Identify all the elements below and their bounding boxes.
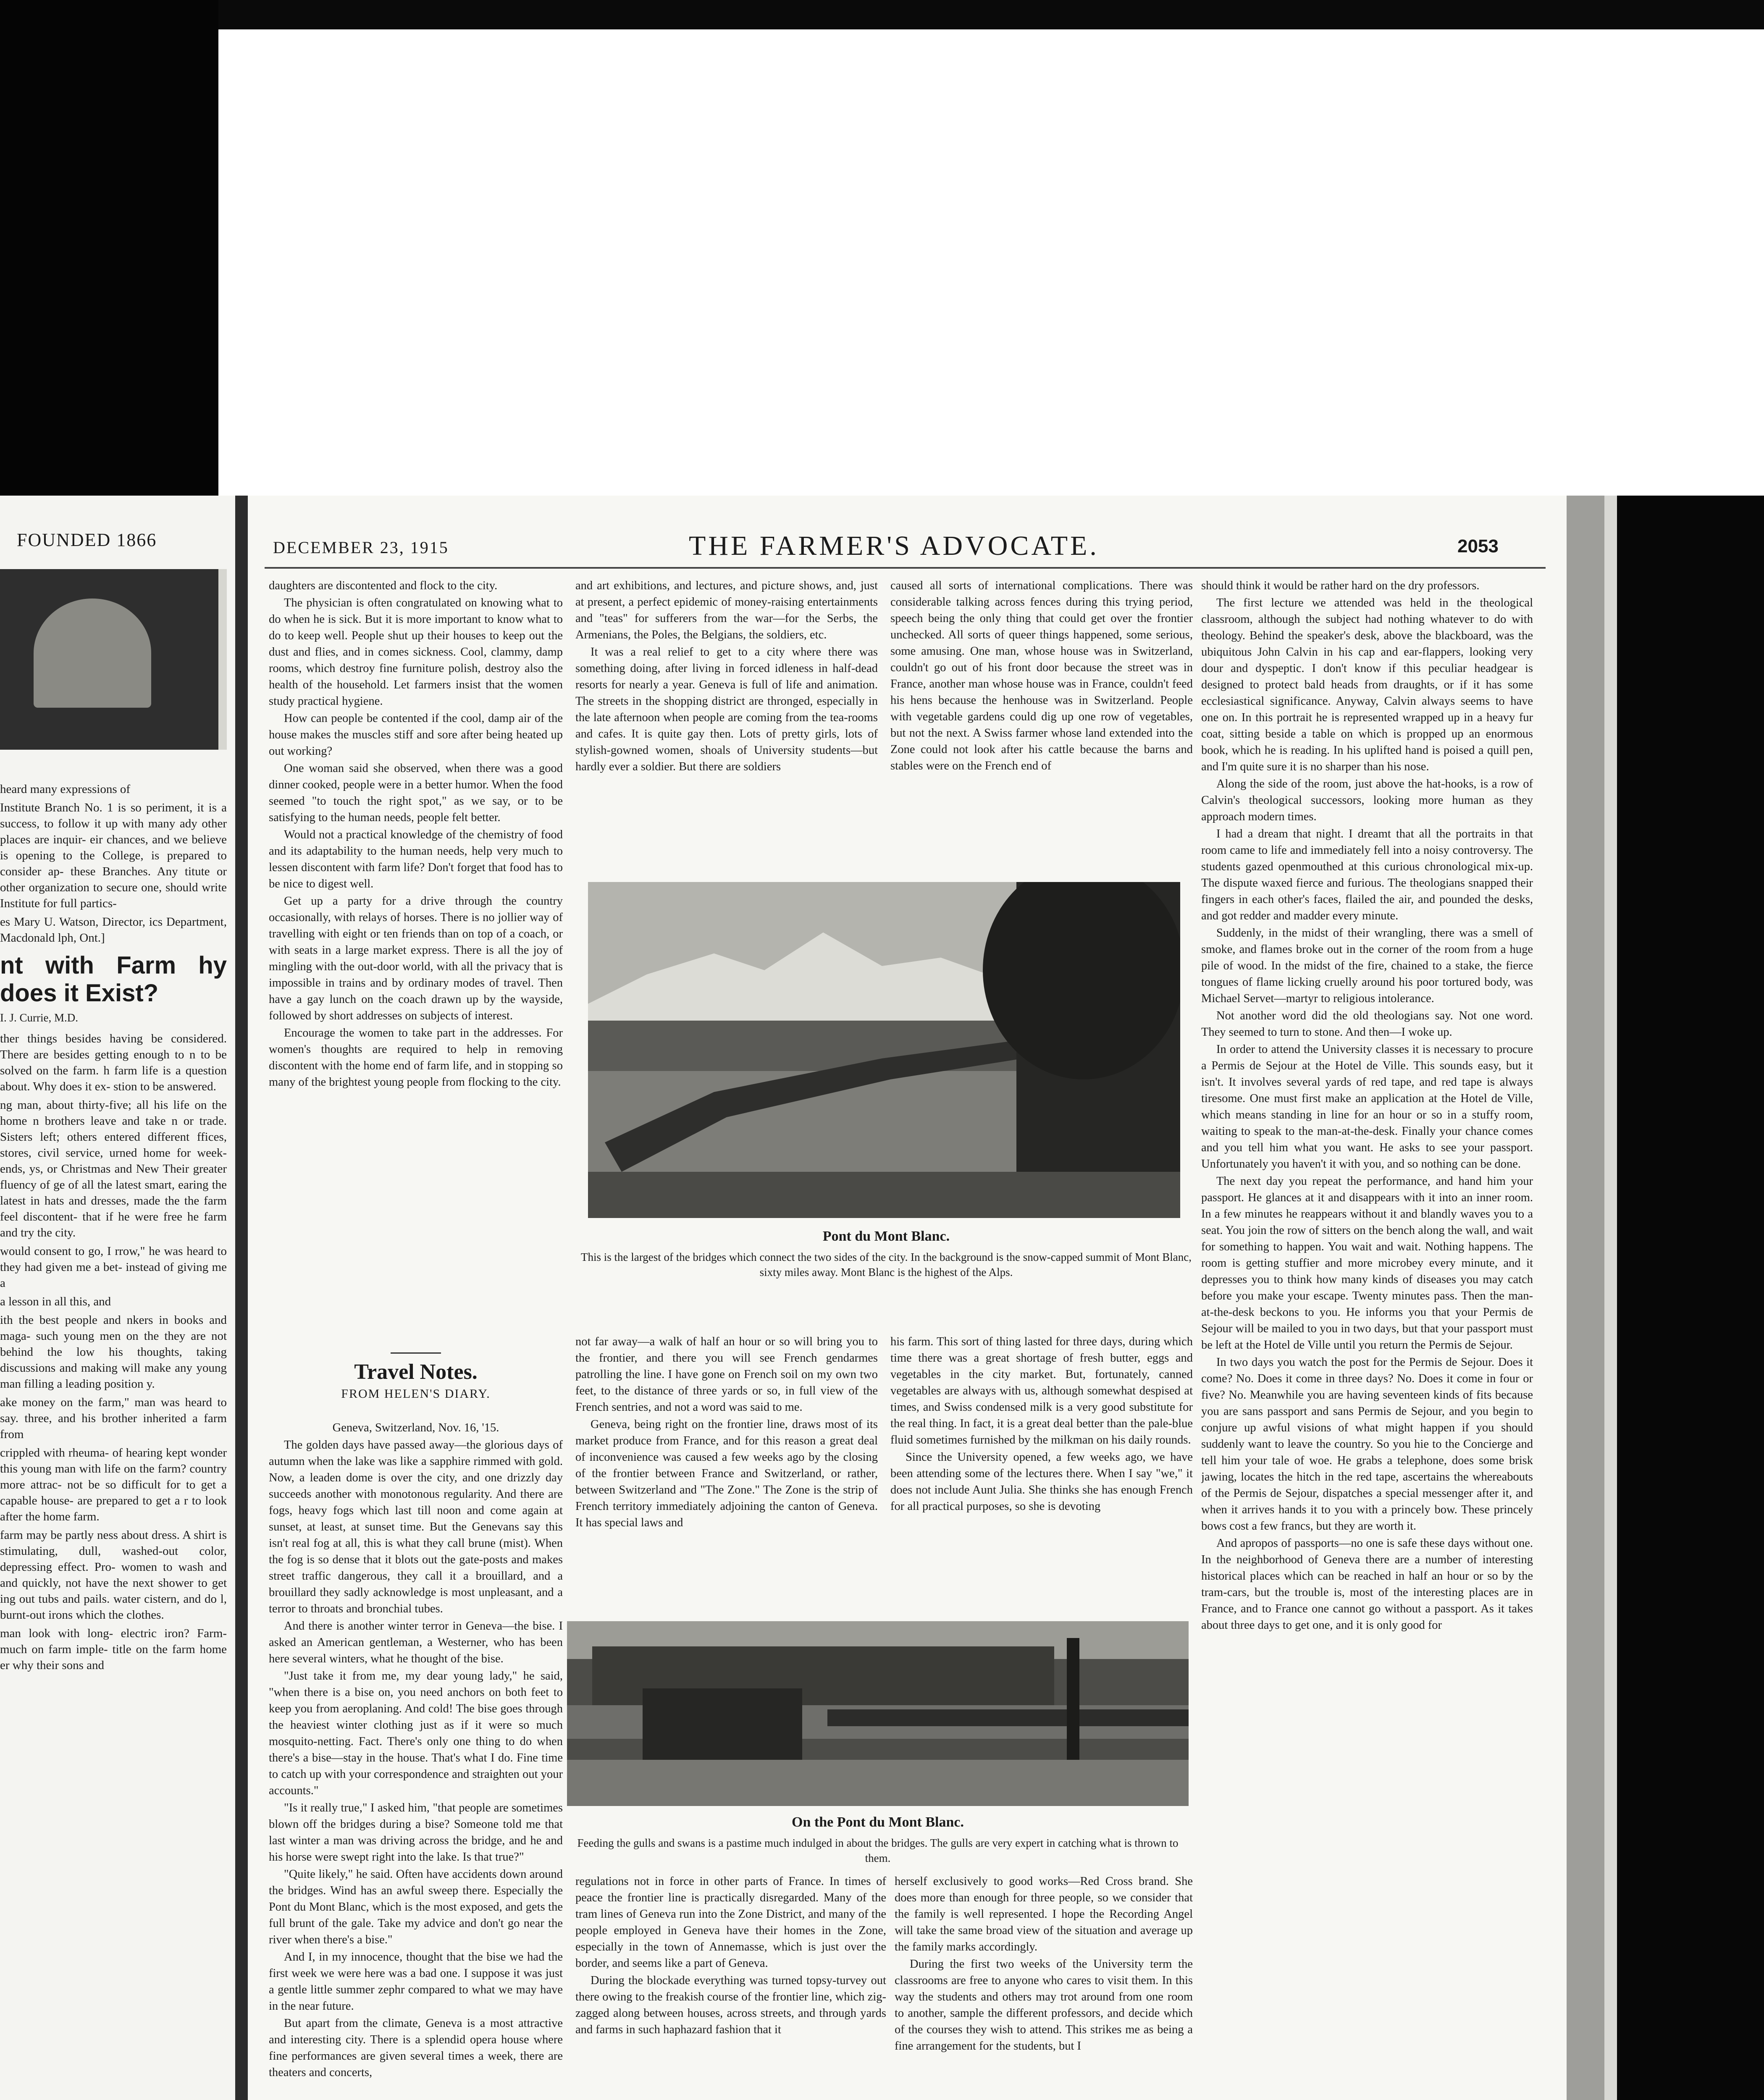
facing-article-byline: I. J. Currie, M.D. <box>0 1011 78 1024</box>
photo-caption-title: Pont du Mont Blanc. <box>822 1228 950 1244</box>
paragraph: should think it would be rather hard on the dry professors. <box>1201 579 1480 592</box>
travel-notes-heading <box>269 1352 563 1401</box>
paragraph: Get up a party for a drive through the country occasionally, with relays of horses. There is no jollier way of travelling with eight or ten friends than on top of a coach, or with seats in a large market express. There is all the joy of mingling with the out-door world, with all the privacy that is impossible in trains and by ordinary modes of travel. Then have a gay lunch on the coach drawn up by the wayside, followed by short addresses on subjects of interest. <box>269 895 563 1022</box>
paragraph: How can people be contented if the cool, damp air of the house makes the muscles stiff and sore after being heated up out working? <box>269 712 563 758</box>
paragraph: The next day you repeat the performance, and hand him your passport. He glances at it and disappears with it into an inner room. In a few minutes he reappears without it and blandly waves you to a seat. You join the row of sitters on the bench along the wall, and wait for something to happen. You wait and wait. Nothing happens. The room is getting stuffier and more microbey every minute, and it depresses you to think how many kinds of diseases you may catch before you make your escape. Twenty minutes pass. Then the man-at-the-desk beckons to you. He informs you that your Permis de Sejour will be mailed to you in two days, but that your passport must be left at the Hotel de Ville until you return the Permis de Sejour. <box>1201 1175 1533 1352</box>
column-1-top <box>269 578 563 1413</box>
paragraph: herself exclusively to good works—Red Cross brand. She does more than enough for three people, so we consider that the family is well represented. I hope the Recording Angel will take the same broad view of the situation and average up the family marks accordingly. <box>895 1875 1193 1953</box>
facing-article-heading: nt with Farm hy does it Exist? <box>0 952 227 1007</box>
issue-date: DECEMBER 23, 1915 <box>273 538 449 557</box>
column-4 <box>1201 578 1533 2100</box>
column-3-bottom <box>895 1873 1193 2100</box>
paragraph: his farm. This sort of thing lasted for three days, during which time there was a great shortage of fresh butter, eggs and vegetables in the city market. But, fortunately, canned vegetables are always with us, although somewhat despised at times, and Swiss condensed milk is a very good substitute for the real thing. In fact, it is a great deal better than the pale-blue fluid sometimes furnished by the milkman on his daily rounds. <box>890 1335 1193 1446</box>
paragraph: not far away—a walk of half an hour or so will bring you to the frontier, and there you will see French gendarmes patrolling the line. I have gone on French soil on my own two feet, to the distance of three yards or so, in full view of the French sentries, and not a word was said to me. <box>575 1335 878 1414</box>
paragraph: "Quite likely," he said. Often have accidents down around the bridges. Wind has an awful sweep there. Especially the Pont du Mont Blanc, which is the most exposed, and gets the full brunt of the gale. Take my advice and don't go near the river when there's a bise." <box>269 1868 563 1946</box>
facing-page-column <box>0 781 227 1676</box>
facing-paragraph: ther things besides having be considered. There are besides getting enough to n to be solved on the farm. h farm life is a question about. Why does it ex- stion to be answered. <box>0 1032 227 1093</box>
paragraph: And apropos of passports—no one is safe these days without one. In the neighborhood of Geneva there are a number of interesting historical places which can be reached in half an hour or so by the tram-cars, but the trouble is, most of the interesting places are in France, and to France one cannot go without a passport. As it takes about three days to get one, and it is only good for <box>1201 1537 1533 1632</box>
facing-paragraph: es Mary U. Watson, Director, ics Department, Macdonald lph, Ont.] <box>0 915 227 945</box>
facing-paragraph: would consent to go, I rrow," he was heard to they had given me a bet- instead of giving me a <box>0 1244 227 1290</box>
facing-page <box>0 496 235 2100</box>
photo-caption: Feeding the gulls and swans is a pastime much indulged in about the bridges. The gulls are very expert in catching what is thrown to them. <box>577 1837 1179 1864</box>
article-title: Travel Notes. <box>354 1360 478 1384</box>
facing-page-running-head: FOUNDED 1866 <box>17 530 157 550</box>
page-edge-shadow <box>1567 496 1604 2100</box>
column-3-top <box>890 578 1193 863</box>
facing-paragraph: heard many expressions of <box>0 782 131 796</box>
facing-paragraph: ake money on the farm," man was heard to say. three, and his brother inherited a farm from <box>0 1396 227 1441</box>
facing-paragraph: Institute Branch No. 1 is so periment, it is a success, to follow it up with many ady other places are inquir- eir chances, and we believe is opening to the College, is prepared to consider ap- these Branches. Any titute or other organization to secure one, should write Institute for full partics- <box>0 801 227 910</box>
paragraph: One woman said she observed, when there was a good dinner cooked, people were in a better humor. When the food seemed "to touch the right spot," as we say, or to be satisfying to the human needs, people felt better. <box>269 762 563 824</box>
paragraph: And I, in my innocence, thought that the bise we had the first week we were here was a bad one. I suppose it was just a gentle little summer zephr compared to what we may have in the near future. <box>269 1950 563 2013</box>
article-subtitle: FROM HELEN'S DIARY. <box>341 1387 491 1401</box>
column-2-bottom <box>575 1873 886 2100</box>
paragraph: It was a real relief to get to a city where there was something doing, after living in forced idleness in half-dead resorts for nearly a year. Geneva is full of life and animation. The streets in the shopping district are thronged, especially in the late afternoon when people are coming from the tea-rooms and cafes. It is quite gay then. Lots of pretty girls, lots of stylish-gowned women, shoals of University students—but hardly ever a soldier. But there are soldiers <box>575 646 878 773</box>
paragraph: "Is it really true," I asked him, "that people are sometimes blown off the bridges during a bise? Someone told me that last winter a man was driving across the bridge, and he and his horse were swept right into the lake. Is that true?" <box>269 1801 563 1864</box>
paragraph: regulations not in force in other parts of France. In times of peace the frontier line is practically disregarded. Many of the tram lines of Geneva run into the Zone District, and many of the people employed in Geneva have their homes in the Zone, especially in the town of Annemasse, which is just over the border, and seems like a part of Geneva. <box>575 1875 886 1970</box>
column-2-middle <box>575 1334 878 1602</box>
paragraph: Would not a practical knowledge of the chemistry of food and its adaptability to the human needs, help very much to lessen discontent with farm life? Don't forget that food has to be nice to digest well. <box>269 828 563 890</box>
pont-du-mont-blanc-photo <box>588 882 1180 1218</box>
facing-paragraph: crippled with rheuma- of hearing kept wonder this young man with life on the farm? country more attrac- not be so difficult for to get a capable house- are prepared to get a r to look after the home farm. <box>0 1446 227 1523</box>
paragraph: Suddenly, in the midst of their wrangling, there was a smell of smoke, and flames broke out in the corner of the room from a huge pile of wood. In the midst of the fire, chained to a stake, the fierce tongues of flame licking cruelly around his poor tortured body, was Michael Servet—martyr to religious intolerance. <box>1201 927 1533 1005</box>
paragraph: Encourage the women to take part in the addresses. For women's thoughts are required to help in removing discontent with the home end of farm life, and in stopping so many of the brightest young people from flocking to the city. <box>269 1026 563 1089</box>
masthead-title: THE FARMER'S ADVOCATE. <box>689 530 1099 561</box>
newspaper-page <box>248 496 1567 2100</box>
paragraph: and art exhibitions, and lectures, and picture shows, and, just at present, a perfect epidemic of money-raising entertainments and "teas" for sufferers from the war—for the Serbs, the Armenians, the Poles, the Belgians, the soldiers, etc. <box>575 579 878 641</box>
column-3-middle <box>890 1334 1193 1602</box>
film-edge-strip <box>0 0 1764 29</box>
paragraph: Along the side of the room, just above the hat-hooks, is a row of Calvin's theological successors, looking more human as they approach modern times. <box>1201 777 1533 823</box>
heading-rule <box>391 1352 441 1354</box>
paragraph: I had a dream that night. I dreamt that all the portraits in that room came to life and immediately fell into a noisy controversy. The students gazed openmouthed at this curious chronological mix-up. The dispute waxed fierce and furious. The theologians snapped their fingers in each other's faces, flailed the air, and pounded the desks, and got redder and madder every minute. <box>1201 827 1533 922</box>
paragraph: In two days you watch the post for the Permis de Sejour. Does it come? No. Does it come in three days? No. Does it come in four or five? No. Meanwhile you are having seventeen kinds of fits because you are sans passport and sans Permis de Sejour, and you begin to conjure up awful visions of what might happen if you should suddenly want to leave the country. So you hie to the Concierge and tell him your tale of woe. He grabs a telephone, does some brisk jawing, locates the hitch in the red tape, ascertains the whereabouts of the Permis de Sejour, dispatches a special messenger after it, and when it arrives hands it to you with a princely bow. These princely bows cost a few francs, but they are worth it. <box>1201 1356 1533 1533</box>
facing-paragraph: ng man, about thirty-five; all his life on the home n brothers leave and take n or trade. Sisters left; others entered different ffices, stores, civil service, urned home for week-ends, ys, or Christmas and New Their greater fluency of ge of all the latest smart, earing the latest in hats and dresses, made the the farm feel discontent- that if he were free he farm and try the city. <box>0 1098 227 1239</box>
column-2-top <box>575 578 878 863</box>
paragraph: The golden days have passed away—the glorious days of autumn when the lake was like a sapphire rimmed with gold. Now, a leaden dome is over the city, and one drizzly day succeeds another with monotonous regularity. And there are fogs, heavy fogs which last till noon and come again at sunset, at least, at sunset time. But the Genevans say this isn't real fog at all, this is what they call brune (mist). When the fog is so dense that it blots out the gate-posts and makes street traffic dangerous, they call it a brouillard, and a brouillard they sadly acknowledge is most unpleasant, and a terror to throats and bronchial tubes. <box>269 1438 563 1615</box>
photo-caption: This is the largest of the bridges which connect the two sides of the city. In the background is the snow-capped summit of Mont Blanc, sixty miles away. Mont Blanc is the highest of the Alps. <box>581 1251 1192 1278</box>
paragraph: "Just take it from me, my dear young lady," he said, "when there is a bise on, you need anchors on both feet to keep you from aeroplaning. And cold! The bise goes through the heaviest winter clothing just as if it were so much mosquito-netting. Fact. There's only one thing to do when there's a bise—stay in the house. That's what I do. Fine time to catch up with your correspondence and straighten out your accounts." <box>269 1670 563 1797</box>
page-number: 2053 <box>1457 536 1499 556</box>
gulls-on-bridge-photo <box>567 1621 1189 1806</box>
fireplace-engraving <box>0 569 227 750</box>
header-rule <box>265 567 1546 569</box>
paragraph: But apart from the climate, Geneva is a most attractive and interesting city. There is a splendid opera house where fine performances are given several times a week, there are theaters and concerts, <box>269 2017 563 2079</box>
facing-paragraph: a lesson in all this, and <box>0 1295 111 1308</box>
book-gutter <box>235 496 248 2100</box>
paragraph: The first lecture we attended was held in the theological classroom, although the subject had nothing whatever to do with theology. Behind the speaker's desk, above the blackboard, was the ubiquitous John Calvin in his cap and ear-flappers, looking very dour and dyspeptic. I don't know if this peculiar headgear is designed to protect bald heads from draughts, or if it has some ecclesiastical significance. Anyway, Calvin always seems to have one on. In this portrait he is represented wrapped up in a heavy fur coat, sitting beside a table on which is propped up an enormous book, which he is reading. In his uplifted hand is poised a quill pen, and I'm quite sure it is no sharper than his nose. <box>1201 596 1533 773</box>
microfilm-top-margin <box>0 0 1764 496</box>
paragraph: Since the University opened, a few weeks ago, we have been attending some of the lectures there. When I say "we," it does not include Aunt Julia. She thinks she has enough French for all practical purposes, so she is devoting <box>890 1451 1193 1513</box>
facing-paragraph: farm may be partly ness about dress. A shirt is stimulating, dull, washed-out color, depressing effect. Pro- women to wash and and quickly, not have the next shower to get ing out tubs and pails. water cistern, and do l, burnt-out irons which the clothes. <box>0 1528 227 1622</box>
facing-paragraph: man look with long- electric iron? Farm- much on farm imple- title on the farm home er why their sons and <box>0 1627 227 1672</box>
paragraph: In order to attend the University classes it is necessary to procure a Permis de Sejour at the Hotel de Ville. This sounds easy, but it isn't. It involves several yards of red tape, and red tape is always tiresome. One must first make an application at the Hotel de Ville, which means standing in line for an hour or so in a stuffy room, waiting to speak to the man-at-the-desk. Finally your chance comes and you tell him what you want. He asks to see your passport. Unfortunately you haven't it with you, and so nothing can be done. <box>1201 1043 1533 1171</box>
paragraph: Not another word did the old theologians say. Not one word. They seemed to turn to stone. And then—I woke up. <box>1201 1009 1533 1039</box>
page-edge <box>1604 496 1617 2100</box>
paragraph: During the first two weeks of the University term the classrooms are free to anyone who cares to visit them. In this way the students and others may trot around from one room to another, sample the different professors, and decide which of the courses they wish to attend. This strikes me as being a fine arrangement for the students, but I <box>895 1958 1193 2053</box>
paragraph: During the blockade everything was turned topsy-turvey out there owing to the freakish course of the frontier line, which zig-zagged along between houses, across streets, and through yards and farms in such haphazard fashion that it <box>575 1974 886 2036</box>
paragraph: The physician is often congratulated on knowing what to do when he is sick. But it is more important to know what to do to keep well. People shut up their houses to keep out the dust and flies, and in comes sickness. Cool, clammy, damp rooms, which destroy fine furniture polish, destroy also the health of the household. Let farmers insist that the women study practical hygiene. <box>269 596 563 708</box>
paragraph: caused all sorts of international complications. There was considerable talking across fences during this trying period, speech being the only thing that could get over the frontier unchecked. All sorts of queer things happened, some serious, some amusing. One man, whose house was in Switzerland, couldn't go out of his front door because the street was in France, another man whose house was in France, couldn't feed his hens because the henhouse was in Switzerland. People with vegetable gardens could dig up one row of vegetables, but not the next. A Swiss farmer whose land extended into the Zone could not look after his cattle because the barns and stables were on the French end of <box>890 579 1193 772</box>
paragraph: And there is another winter terror in Geneva—the bise. I asked an American gentleman, a Westerner, who has been here several winters, what he thought of the bise. <box>269 1620 563 1665</box>
column-1-travel <box>269 1420 563 2100</box>
paragraph: Geneva, being right on the frontier line, draws most of its market produce from France, and for this reason a great deal of inconvenience was caused a few weeks ago by the closing of the frontier between France and Switzerland, or rather, between Switzerland and "The Zone." The Zone is the strip of French territory immediately adjoining the canton of Geneva. It has special laws and <box>575 1418 878 1529</box>
paragraph: daughters are discontented and flock to the city. <box>269 579 498 592</box>
film-dark-corner <box>0 0 218 496</box>
facing-paragraph: ith the best people and nkers in books and maga- such young men on the they are not behind the low his thoughts, taking discussions and making will make any young man filling a leading position y. <box>0 1313 227 1391</box>
photo-caption-title: On the Pont du Mont Blanc. <box>792 1814 964 1830</box>
dateline: Geneva, Switzerland, Nov. 16, '15. <box>332 1421 499 1434</box>
